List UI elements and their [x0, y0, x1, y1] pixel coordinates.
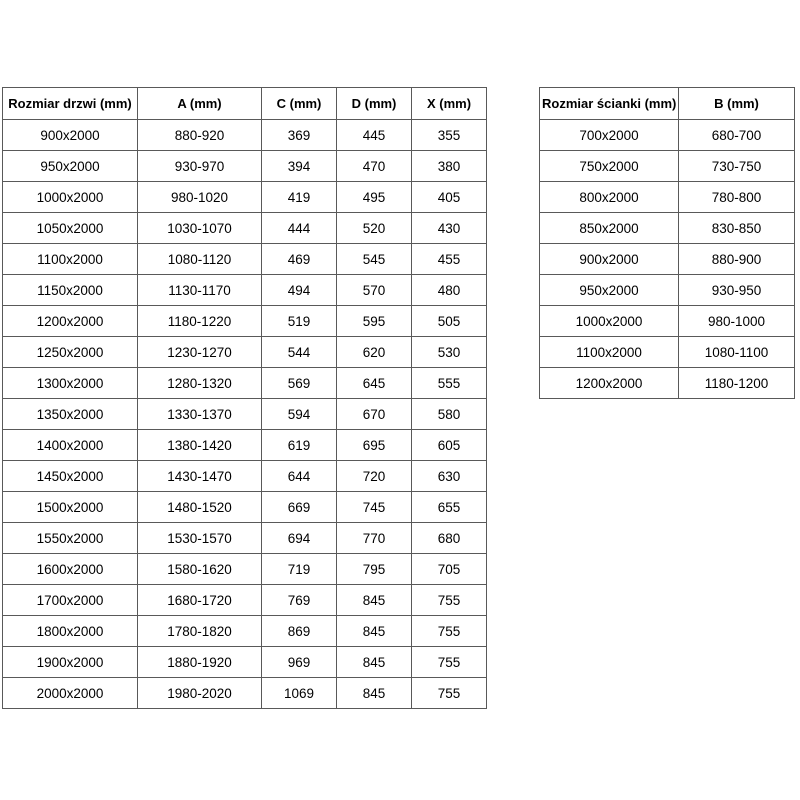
table-cell: 700x2000 — [540, 120, 679, 151]
table-row — [3, 616, 487, 647]
table-cell: 1880-1920 — [138, 647, 262, 678]
table-cell: 555 — [412, 368, 487, 399]
wall-sizes-table — [539, 87, 795, 399]
table-cell: 595 — [337, 306, 412, 337]
table-cell: 1330-1370 — [138, 399, 262, 430]
table-cell: 669 — [262, 492, 337, 523]
table-cell: 670 — [337, 399, 412, 430]
table-cell: 645 — [337, 368, 412, 399]
table-cell: 505 — [412, 306, 487, 337]
table-cell: 570 — [337, 275, 412, 306]
table-row — [3, 678, 487, 709]
table-cell: 755 — [412, 678, 487, 709]
table-cell: 950x2000 — [3, 151, 138, 182]
table-cell: 605 — [412, 430, 487, 461]
table-cell: 569 — [262, 368, 337, 399]
table-cell: 770 — [337, 523, 412, 554]
table-cell: 745 — [337, 492, 412, 523]
column-header: A (mm) — [138, 88, 262, 120]
header-row — [540, 88, 795, 120]
table-cell: 680 — [412, 523, 487, 554]
table-cell: 1380-1420 — [138, 430, 262, 461]
table-cell: 950x2000 — [540, 275, 679, 306]
table-row — [540, 275, 795, 306]
table-cell: 1200x2000 — [540, 368, 679, 399]
table-row — [3, 368, 487, 399]
door-sizes-table — [2, 87, 487, 709]
table-cell: 619 — [262, 430, 337, 461]
table-cell: 430 — [412, 213, 487, 244]
table-cell: 380 — [412, 151, 487, 182]
table-cell: 519 — [262, 306, 337, 337]
table-cell: 1700x2000 — [3, 585, 138, 616]
table-cell: 1280-1320 — [138, 368, 262, 399]
table-row — [3, 647, 487, 678]
table-cell: 900x2000 — [540, 244, 679, 275]
column-header: D (mm) — [337, 88, 412, 120]
table-cell: 470 — [337, 151, 412, 182]
table-cell: 1600x2000 — [3, 554, 138, 585]
table-cell: 620 — [337, 337, 412, 368]
table-row — [540, 182, 795, 213]
table-cell: 530 — [412, 337, 487, 368]
table-cell: 850x2000 — [540, 213, 679, 244]
table-cell: 795 — [337, 554, 412, 585]
table-row — [3, 492, 487, 523]
door-sizes-table-header — [3, 88, 487, 120]
table-cell: 900x2000 — [3, 120, 138, 151]
table-cell: 1030-1070 — [138, 213, 262, 244]
table-cell: 1500x2000 — [3, 492, 138, 523]
table-cell: 1450x2000 — [3, 461, 138, 492]
table-cell: 980-1020 — [138, 182, 262, 213]
wall-sizes-table-body — [540, 120, 795, 399]
table-cell: 2000x2000 — [3, 678, 138, 709]
table-cell: 880-920 — [138, 120, 262, 151]
table-cell: 1480-1520 — [138, 492, 262, 523]
table-row — [3, 120, 487, 151]
table-cell: 1300x2000 — [3, 368, 138, 399]
table-row — [540, 306, 795, 337]
table-cell: 1050x2000 — [3, 213, 138, 244]
table-row — [540, 213, 795, 244]
table-cell: 845 — [337, 647, 412, 678]
table-cell: 545 — [337, 244, 412, 275]
table-cell: 480 — [412, 275, 487, 306]
table-cell: 1680-1720 — [138, 585, 262, 616]
table-cell: 495 — [337, 182, 412, 213]
table-cell: 655 — [412, 492, 487, 523]
table-cell: 845 — [337, 678, 412, 709]
column-header: Rozmiar drzwi (mm) — [3, 88, 138, 120]
table-cell: 880-900 — [679, 244, 795, 275]
table-cell: 800x2000 — [540, 182, 679, 213]
table-row — [3, 306, 487, 337]
table-cell: 469 — [262, 244, 337, 275]
table-row — [3, 182, 487, 213]
table-row — [3, 275, 487, 306]
table-cell: 755 — [412, 647, 487, 678]
table-cell: 405 — [412, 182, 487, 213]
table-cell: 930-950 — [679, 275, 795, 306]
table-cell: 644 — [262, 461, 337, 492]
table-cell: 830-850 — [679, 213, 795, 244]
table-cell: 869 — [262, 616, 337, 647]
table-cell: 1100x2000 — [3, 244, 138, 275]
column-header: X (mm) — [412, 88, 487, 120]
table-row — [3, 585, 487, 616]
table-cell: 680-700 — [679, 120, 795, 151]
table-cell: 755 — [412, 616, 487, 647]
table-cell: 845 — [337, 585, 412, 616]
table-row — [3, 523, 487, 554]
table-row — [540, 244, 795, 275]
column-header: Rozmiar ścianki (mm) — [540, 88, 679, 120]
table-cell: 755 — [412, 585, 487, 616]
table-cell: 730-750 — [679, 151, 795, 182]
table-row — [3, 151, 487, 182]
table-row — [3, 554, 487, 585]
table-cell: 369 — [262, 120, 337, 151]
table-cell: 720 — [337, 461, 412, 492]
table-row — [3, 213, 487, 244]
table-cell: 355 — [412, 120, 487, 151]
table-cell: 520 — [337, 213, 412, 244]
table-cell: 1000x2000 — [540, 306, 679, 337]
table-cell: 1069 — [262, 678, 337, 709]
table-row — [3, 399, 487, 430]
table-cell: 1150x2000 — [3, 275, 138, 306]
table-cell: 1130-1170 — [138, 275, 262, 306]
table-row — [540, 368, 795, 399]
table-cell: 750x2000 — [540, 151, 679, 182]
table-cell: 695 — [337, 430, 412, 461]
table-cell: 494 — [262, 275, 337, 306]
table-cell: 1180-1220 — [138, 306, 262, 337]
table-cell: 1580-1620 — [138, 554, 262, 585]
table-cell: 1430-1470 — [138, 461, 262, 492]
table-cell: 630 — [412, 461, 487, 492]
table-cell: 769 — [262, 585, 337, 616]
table-cell: 580 — [412, 399, 487, 430]
table-cell: 1530-1570 — [138, 523, 262, 554]
table-cell: 1230-1270 — [138, 337, 262, 368]
table-cell: 694 — [262, 523, 337, 554]
table-row — [3, 337, 487, 368]
table-row — [540, 151, 795, 182]
column-header: B (mm) — [679, 88, 795, 120]
table-cell: 1180-1200 — [679, 368, 795, 399]
table-cell: 969 — [262, 647, 337, 678]
table-row — [3, 430, 487, 461]
table-cell: 544 — [262, 337, 337, 368]
table-cell: 780-800 — [679, 182, 795, 213]
table-cell: 1250x2000 — [3, 337, 138, 368]
table-row — [3, 461, 487, 492]
table-cell: 1080-1100 — [679, 337, 795, 368]
column-header: C (mm) — [262, 88, 337, 120]
table-cell: 1080-1120 — [138, 244, 262, 275]
wall-sizes-table-header — [540, 88, 795, 120]
table-row — [540, 120, 795, 151]
table-cell: 1980-2020 — [138, 678, 262, 709]
table-cell: 1800x2000 — [3, 616, 138, 647]
table-cell: 1550x2000 — [3, 523, 138, 554]
table-cell: 719 — [262, 554, 337, 585]
table-row — [540, 337, 795, 368]
table-cell: 594 — [262, 399, 337, 430]
table-cell: 1200x2000 — [3, 306, 138, 337]
door-sizes-table-body — [3, 120, 487, 709]
table-cell: 455 — [412, 244, 487, 275]
table-cell: 445 — [337, 120, 412, 151]
table-cell: 394 — [262, 151, 337, 182]
table-cell: 980-1000 — [679, 306, 795, 337]
table-cell: 444 — [262, 213, 337, 244]
table-cell: 1350x2000 — [3, 399, 138, 430]
table-cell: 1900x2000 — [3, 647, 138, 678]
table-cell: 419 — [262, 182, 337, 213]
table-cell: 1400x2000 — [3, 430, 138, 461]
header-row — [3, 88, 487, 120]
table-row — [3, 244, 487, 275]
table-cell: 705 — [412, 554, 487, 585]
table-cell: 1000x2000 — [3, 182, 138, 213]
table-cell: 1780-1820 — [138, 616, 262, 647]
table-cell: 845 — [337, 616, 412, 647]
table-cell: 930-970 — [138, 151, 262, 182]
table-cell: 1100x2000 — [540, 337, 679, 368]
